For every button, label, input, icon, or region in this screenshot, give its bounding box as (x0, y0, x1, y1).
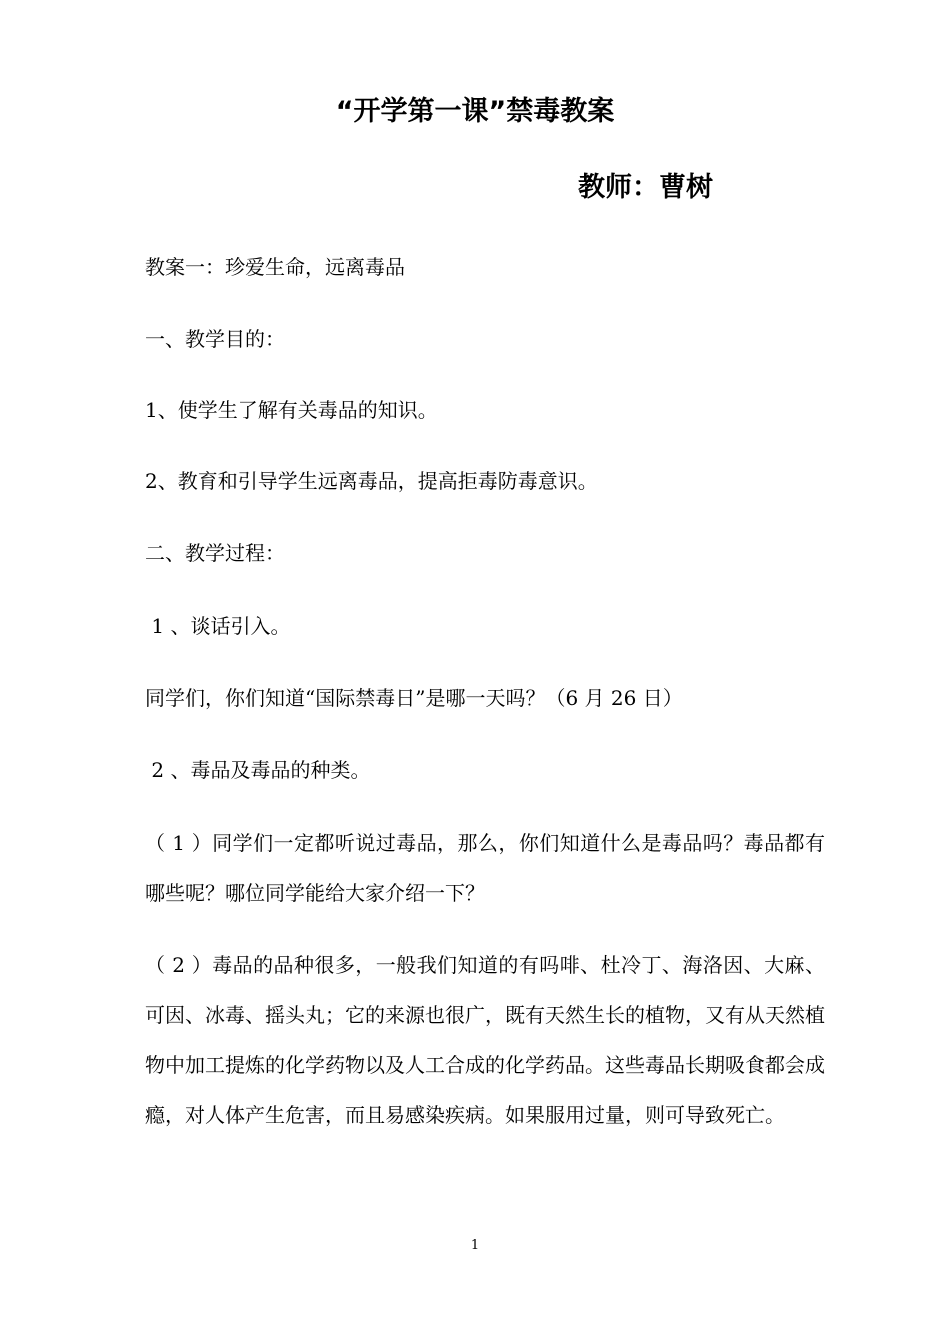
page-number: 1 (470, 1238, 480, 1253)
document-title: “开学第一课”禁毒教案 (335, 96, 615, 127)
section-heading-objectives: 一、教学目的： (145, 327, 285, 351)
section-heading-process: 二、教学过程： (145, 541, 285, 565)
process-step-2: 2 、毒品及毒品的种类。 (145, 758, 371, 782)
objective-item-1: 1、使学生了解有关毒品的知识。 (145, 398, 438, 422)
process-step-1-text: 同学们，你们知道“国际禁毒日”是哪一天吗？（6 月 26 日） (145, 686, 683, 710)
process-step-2-part-2: （ 2 ）毒品的品种很多，一般我们知道的有吗啡、杜冷丁、海洛因、大麻、可因、冰毒、摇头丸；它的来源也很广，既有天然生长的植物，又有从天然植物中加工提炼的化学药物以及人工合成的化学药品。这些毒品长期吸食都会成瘾，对人体产生危害，而且易感染疾病。如果服用过量，则可导致死亡。 (145, 953, 825, 1127)
lesson-heading: 教案一：珍爱生命，远离毒品 (145, 255, 405, 279)
teacher-name: 教师：曹树 (578, 172, 713, 203)
objective-item-2: 2、教育和引导学生远离毒品，提高拒毒防毒意识。 (145, 469, 598, 493)
process-step-2-part-1: （ 1 ）同学们一定都听说过毒品，那么，你们知道什么是毒品吗？毒品都有哪些呢？哪位同学能给大家介绍一下？ (145, 831, 825, 905)
process-step-1: 1 、谈话引入。 (145, 614, 291, 638)
